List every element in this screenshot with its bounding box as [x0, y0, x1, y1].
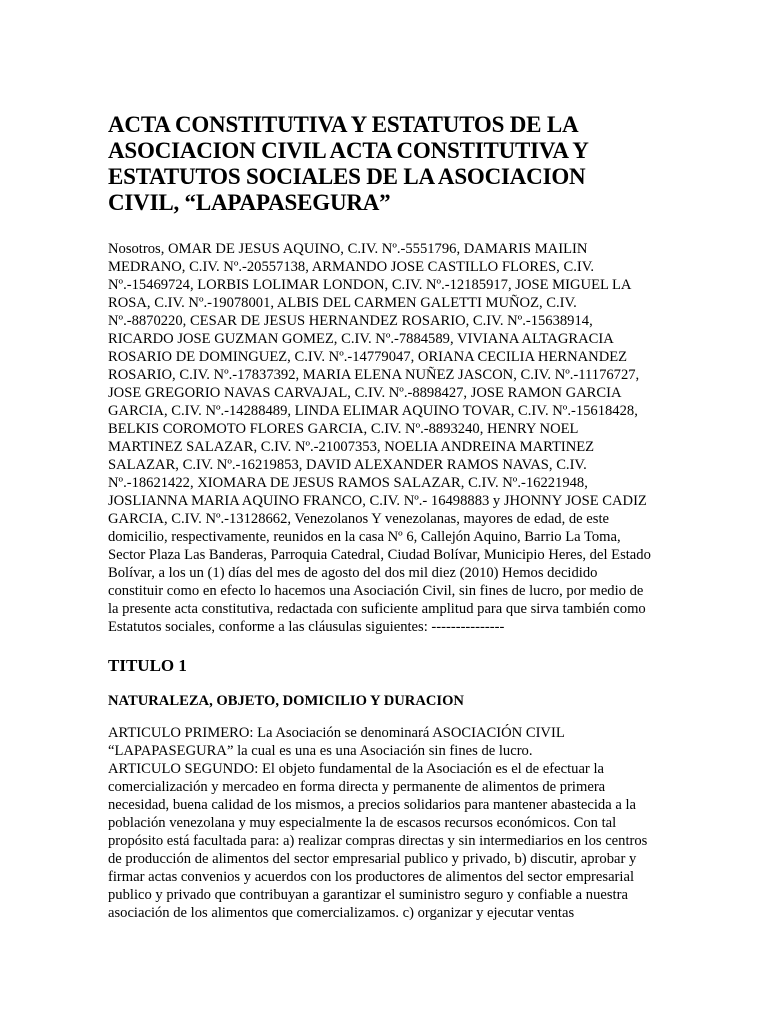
- document-page: [108, 112, 656, 922]
- document-title: ACTA CONSTITUTIVA Y ESTATUTOS DE LA ASOCIACION CIVIL ACTA CONSTITUTIVA Y ESTATUTOS SOCIALES DE LA ASOCIACION CIVIL, “LAPAPASEGURA”: [108, 112, 588, 215]
- article-segundo: ARTICULO SEGUNDO: El objeto fundamental de la Asociación es el de efectuar la comercialización y mercadeo en forma directa y permanente de alimentos de primera necesidad, buena calidad de los mismos, a precios solidarios para mantener abastecida a la población venezolana y muy especialmente la de escasos recursos económicos. Con tal propósito está facultada para: a) realizar compras directas y sin intermediarios en los centros de producción de alimentos del sector empresarial publico y privado, b) discutir, aprobar y firmar actas convenios y acuerdos con los productores de alimentos del sector empresarial publico y privado que contribuyan a garantizar el suministro seguro y confiable a nuestra asociación de los alimentos que comercializamos. c) organizar y ejecutar ventas: [108, 761, 648, 921]
- section-subtitle: NATURALEZA, OBJETO, DOMICILIO Y DURACION: [108, 693, 464, 709]
- section-title: TITULO 1: [108, 656, 187, 675]
- article-primero: ARTICULO PRIMERO: La Asociación se denominará ASOCIACIÓN CIVIL “LAPAPASEGURA” la cual es una es una Asociación sin fines de lucro.: [108, 725, 565, 759]
- intro-paragraph: Nosotros, OMAR DE JESUS AQUINO, C.IV. Nº.-5551796, DAMARIS MAILIN MEDRANO, C.IV. Nº.-20557138, ARMANDO JOSE CASTILLO FLORES, C.IV. Nº.-15469724, LORBIS LOLIMAR LONDON, C.IV. Nº.-12185917, JOSE MIGUEL LA ROSA, C.IV. Nº.-19078001, ALBIS DEL CARMEN GALETTI MUÑOZ, C.IV. Nº.-8870220, CESAR DE JESUS HERNANDEZ ROSARIO, C.IV. Nº.-15638914, RICARDO JOSE GUZMAN GOMEZ, C.IV. Nº.-7884589, VIVIANA ALTAGRACIA ROSARIO DE DOMINGUEZ, C.IV. Nº.-14779047, ORIANA CECILIA HERNANDEZ ROSARIO, C.IV. Nº.-17837392, MARIA ELENA NUÑEZ JASCON, C.IV. Nº.-11176727, JOSE GREGORIO NAVAS CARVAJAL, C.IV. Nº.-8898427, JOSE RAMON GARCIA GARCIA, C.IV. Nº.-14288489, LINDA ELIMAR AQUINO TOVAR, C.IV. Nº.-15618428, BELKIS COROMOTO FLORES GARCIA, C.IV. Nº.-8893240, HENRY NOEL MARTINEZ SALAZAR, C.IV. Nº.-21007353, NOELIA ANDREINA MARTINEZ SALAZAR, C.IV. Nº.-16219853, DAVID ALEXANDER RAMOS NAVAS, C.IV. Nº.-18621422, XIOMARA DE JESUS RAMOS SALAZAR, C.IV. Nº.-16221948, JOSLIANNA MARIA AQUINO FRANCO, C.IV. Nº.- 16498883 y JHONNY JOSE CADIZ GARCIA, C.IV. Nº.-13128662, Venezolanos Y venezolanas, mayores de edad, de este domicilio, respectivamente, reunidos en la casa Nº 6, Callejón Aquino, Barrio La Toma, Sector Plaza Las Banderas, Parroquia Catedral, Ciudad Bolívar, Municipio Heres, del Estado Bolívar, a los un (1) días del mes de agosto del dos mil diez (2010) Hemos decidido constituir como en efecto lo hacemos una Asociación Civil, sin fines de lucro, por medio de la presente acta constitutiva, redactada con suficiente amplitud para que sirva también como Estatutos sociales, conforme a las cláusulas siguientes: ---------------: [108, 241, 651, 635]
- articles-block: [108, 724, 656, 922]
